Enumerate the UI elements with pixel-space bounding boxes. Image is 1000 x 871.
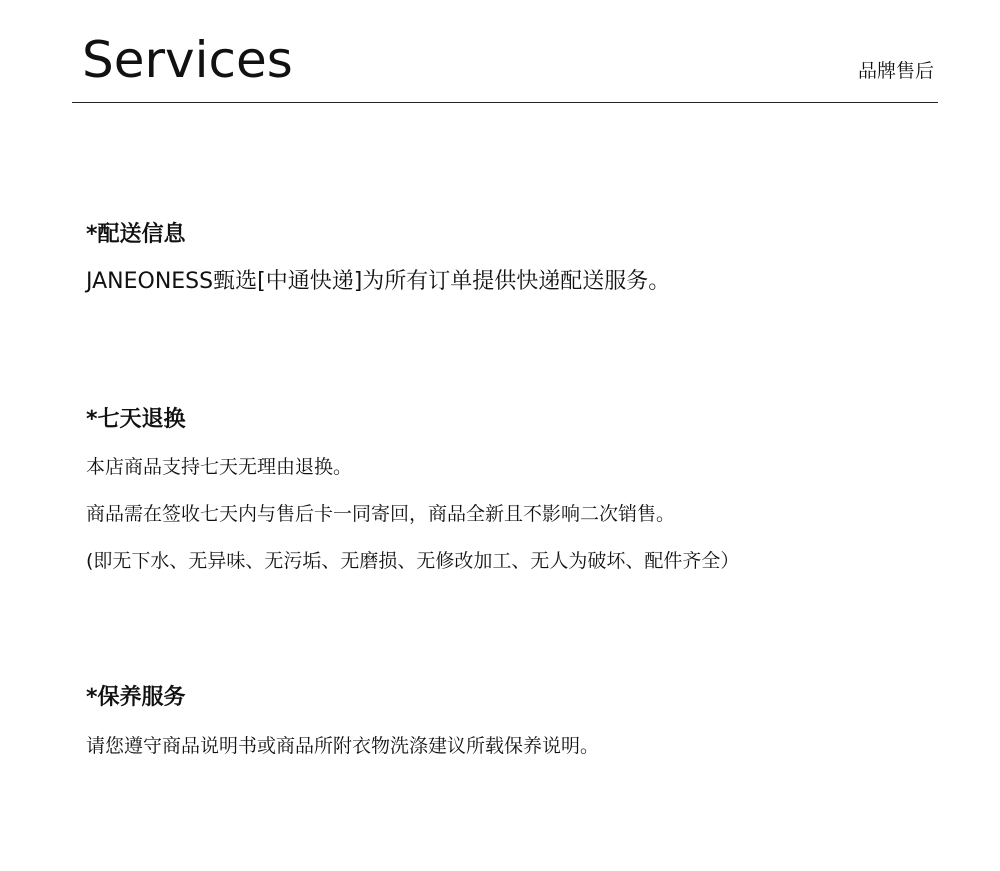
section-paragraph: 商品需在签收七天内与售后卡一同寄回，商品全新且不影响二次销售。 bbox=[86, 503, 676, 525]
section-paragraph: 请您遵守商品说明书或商品所附衣物洗涤建议所载保养说明。 bbox=[86, 735, 600, 757]
section-paragraph: 本店商品支持七天无理由退换。 bbox=[86, 456, 353, 478]
page-header bbox=[72, 0, 938, 103]
section-seven-day-return bbox=[86, 405, 946, 574]
section-title: *七天退换 bbox=[86, 407, 186, 432]
section-paragraph: (即无下水、无异味、无污垢、无磨损、无修改加工、无人为破坏、配件齐全） bbox=[86, 550, 740, 572]
header-subtitle: 品牌售后 bbox=[857, 60, 934, 82]
page-title: Services bbox=[82, 31, 293, 89]
section-paragraph: JANEONESS甄选[中通快递]为所有订单提供快递配送服务。 bbox=[86, 269, 671, 294]
section-title: *配送信息 bbox=[86, 222, 186, 247]
section-care-service bbox=[86, 683, 946, 759]
section-title: *保养服务 bbox=[86, 685, 186, 710]
section-delivery-info bbox=[86, 220, 946, 297]
